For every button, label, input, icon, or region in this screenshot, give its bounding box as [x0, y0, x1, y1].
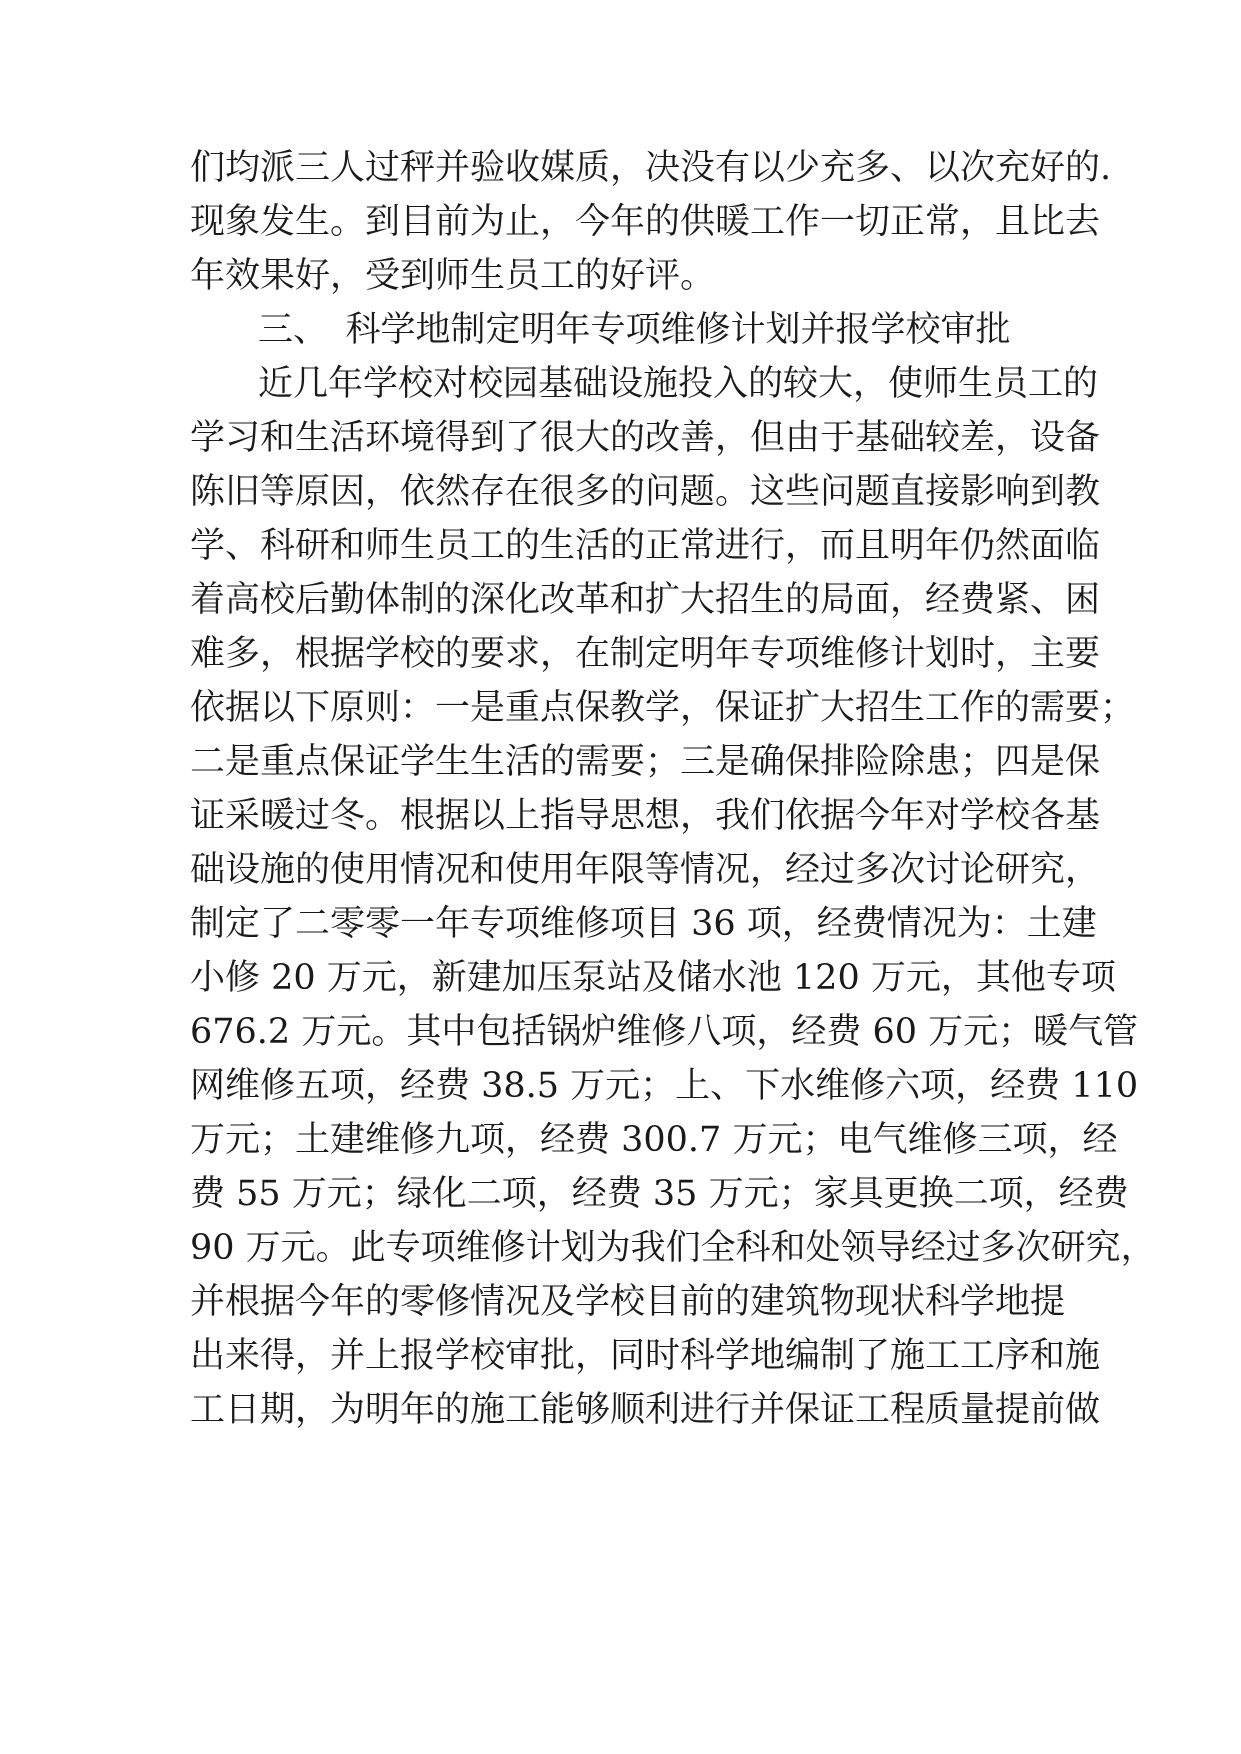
paragraph-line: 陈旧等原因，依然存在很多的问题。这些问题直接影响到教: [190, 472, 1101, 512]
paragraph-line: 并根据今年的零修情况及学校目前的建筑物现状科学地提: [190, 1282, 1066, 1322]
paragraph-line: 近几年学校对校园基础设施投入的较大，使师生员工的: [258, 364, 1099, 404]
paragraph-line: 费 55 万元；绿化二项，经费 35 万元；家具更换二项，经费: [190, 1174, 1129, 1214]
paragraph-line: 学、科研和师生员工的生活的正常进行，而且明年仍然面临: [190, 526, 1101, 566]
paragraph-line: 万元；土建维修九项，经费 300.7 万元；电气维修三项，经: [190, 1120, 1118, 1160]
section-heading: 三、 科学地制定明年专项维修计划并报学校审批: [258, 310, 1011, 350]
paragraph-line: 证采暖过冬。根据以上指导思想，我们依据今年对学校各基: [190, 796, 1101, 836]
paragraph-line: 依据以下原则：一是重点保教学，保证扩大招生工作的需要；: [190, 688, 1136, 728]
paragraph-line: 制定了二零零一年专项维修项目 36 项，经费情况为：土建: [190, 904, 1097, 944]
paragraph-line: 学习和生活环境得到了很大的改善，但由于基础较差，设备: [190, 418, 1101, 458]
paragraph-line: 90 万元。此专项维修计划为我们全科和处领导经过多次研究，: [190, 1228, 1156, 1268]
paragraph-line: 难多，根据学校的要求，在制定明年专项维修计划时，主要: [190, 634, 1101, 674]
paragraph-line: 们均派三人过秤并验收媒质，决没有以少充多、以次充好的.: [190, 148, 1112, 188]
paragraph-line: 二是重点保证学生生活的需要；三是确保排险除患；四是保: [190, 742, 1101, 782]
paragraph-line: 676.2 万元。其中包括锅炉维修八项，经费 60 万元；暖气管: [190, 1012, 1139, 1052]
paragraph-line: 础设施的使用情况和使用年限等情况，经过多次讨论研究，: [190, 850, 1101, 890]
paragraph-line: 年效果好，受到师生员工的好评。: [190, 256, 716, 296]
paragraph-line: 网维修五项，经费 38.5 万元；上、下水维修六项，经费 110: [190, 1066, 1139, 1106]
paragraph-line: 现象发生。到目前为止，今年的供暖工作一切正常，且比去: [190, 202, 1101, 242]
paragraph-line: 出来得，并上报学校审批，同时科学地编制了施工工序和施: [190, 1336, 1101, 1376]
paragraph-line: 着高校后勤体制的深化改革和扩大招生的局面，经费紧、困: [190, 580, 1101, 620]
paragraph-line: 工日期，为明年的施工能够顺利进行并保证工程质量提前做: [190, 1390, 1101, 1430]
paragraph-line: 小修 20 万元，新建加压泵站及储水池 120 万元，其他专项: [190, 958, 1116, 998]
